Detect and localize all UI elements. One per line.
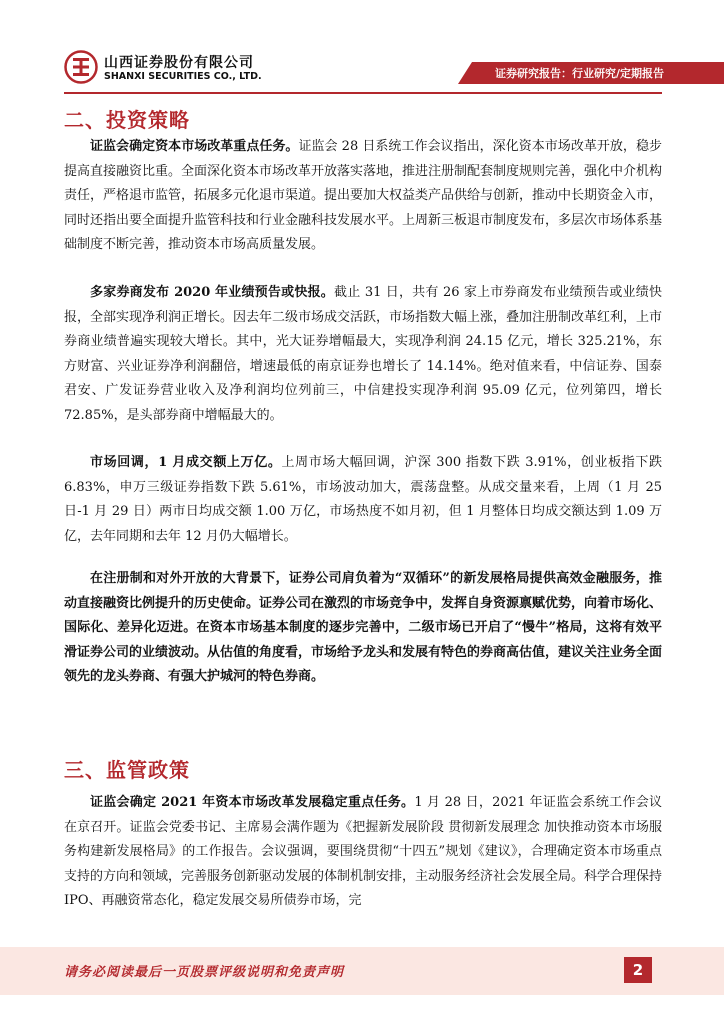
paragraph-lead: 证监会确定资本市场改革重点任务。	[90, 139, 299, 154]
paragraph-body: 在注册制和对外开放的大背景下，证券公司肩负着为“双循环”的新发展格局提供高效金融服务，推动直接融资比例提升的历史使命。证券公司在激烈的市场竞争中，发挥自身资源禀赋优势，向着市场化、国际化、差异化迈进。在资本市场基本制度的逐步完善中，二级市场已开启了“慢牛”格局，这将有效平滑证券公司的业绩波动。从估值的角度看，市场给予龙头和发展有特色的券商高估值，建议关注业务全面领先的龙头券商、有强大护城河的特色券商。	[64, 571, 663, 684]
paragraph-body: 截止 31 日，共有 26 家上市券商发布业绩预告或业绩快报，全部实现净利润正增长。因去年二级市场成交活跃，市场指数大幅上涨，叠加注册制改革红利，上市券商业绩普遍实现较大增长。其中，光大证券增幅最大，实现净利润 24.15 亿元，增长 325.21%，东方财富、兴业证券净利润翻倍，增速最低的南京证券也增长了 14.14%。绝对值来看，中信证券、国泰君安、广发证券营业收入及净利润均位列前三，中信建投实现净利润 95.09 亿元，位列第四，增长 72.85%，是头部券商中增幅最大的。	[64, 285, 663, 423]
paragraph	[64, 791, 662, 914]
paragraph	[64, 451, 662, 549]
header-divider	[64, 92, 662, 94]
paragraph-conclusion	[64, 567, 662, 690]
page-header	[0, 0, 724, 96]
paragraph-lead: 多家券商发布 2020 年业绩预告或快报。	[90, 285, 335, 300]
company-name-cn: 山西证券股份有限公司	[104, 55, 254, 71]
report-type-tag: 证券研究报告：行业研究/定期报告	[494, 67, 664, 80]
company-name-en: SHANXI SECURITIES CO., LTD.	[104, 71, 262, 82]
section-title-investment-strategy: 二、投资策略	[64, 108, 190, 132]
section-title-regulatory-policy: 三、监管政策	[64, 758, 190, 782]
paragraph	[64, 281, 662, 428]
page-number: 2	[624, 957, 652, 983]
paragraph	[64, 135, 662, 258]
paragraph-lead: 证监会确定 2021 年资本市场改革发展稳定重点任务。	[90, 795, 415, 810]
paragraph-body: 证监会 28 日系统工作会议指出，深化资本市场改革开放，稳步提高直接融资比重。全面深化资本市场改革开放落实落地，推进注册制配套制度规则完善，强化中介机构责任，严格退市监管，拓展多元化退市渠道。提出要加大权益类产品供给与创新，推动中长期资金入市，同时还指出要全面提升监管科技和行业金融科技发展水平。上周新三板退市制度发布，多层次市场体系基础制度不断完善，推动资本市场高质量发展。	[64, 139, 663, 252]
paragraph-body: 上周市场大幅回调，沪深 300 指数下跌 3.91%，创业板指下跌 6.83%，申万三级证券指数下跌 5.61%，市场波动加大，震荡盘整。从成交量来看，上周（1 月 25 日-1 月 29 日）两市日均成交额 1.00 万亿，市场热度不如月初，但 1 月整体日均成交额达到 1.09 万亿，去年同期和去年 12 月仍大幅增长。	[64, 455, 662, 544]
paragraph-lead: 市场回调，1 月成交额上万亿。	[90, 455, 282, 470]
paragraph-body: 1 月 28 日，2021 年证监会系统工作会议在京召开。证监会党委书记、主席易会满作题为《把握新发展阶段 贯彻新发展理念 加快推动资本市场服务构建新发展格局》的工作报告。会议强调，要围绕贯彻“十四五”规划《建议》，合理确定资本市场重点支持的方向和领域，完善服务创新驱动发展的体制机制安排，主动服务经济社会发展全局。科学合理保持 IPO、再融资常态化，稳定发展交易所债券市场，完	[64, 795, 663, 908]
footer-disclaimer: 请务必阅读最后一页股票评级说明和免责声明	[64, 965, 345, 980]
shanxi-securities-logo-icon	[64, 50, 98, 84]
